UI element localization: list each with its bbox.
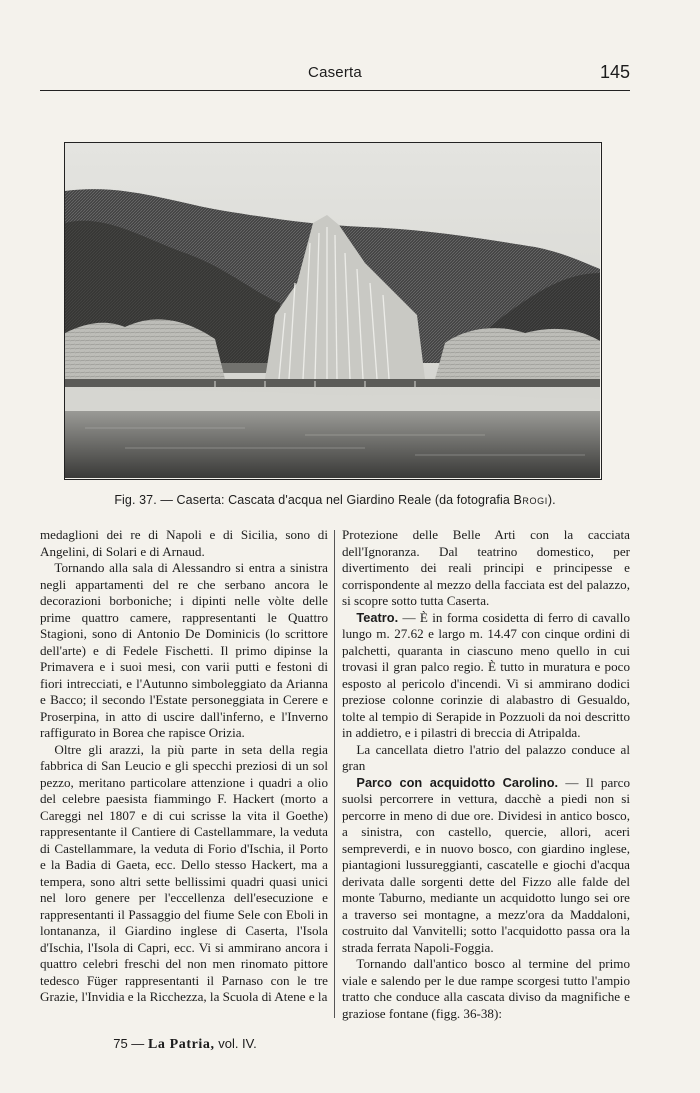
paragraph: Tornando alla sala di Alessandro si entra a sinistra negli appartamenti del re che serbano ancora le decorazioni borboniche; i dipinti nelle vòlte delle prime quattro camere, rappresentanti le Quattro Stagioni, sono di Antonio De Dominicis (lo scrittore dell'arte) e di Fedele Fischetti. Il primo dipinse la Primavera e i suoi mesi, con varii putti e festoni di fiori intrecciati, e l'Autunno simboleggiato da Arianna e Bacco; il secondo l'Estate personeggiata in Cerere e Proserpina, in atto di uscire dall'inferno, e l'Inverno raffigurato in Borea che rapisce Orizia. <box>40 560 328 740</box>
page-number: 145 <box>599 62 630 82</box>
paragraph: medaglioni dei re di Napoli e di Sicilia, sono di Angelini, di Solari e di Arnaud. <box>40 527 328 559</box>
left-column <box>40 527 328 1006</box>
paragraph-text: — Il parco suolsi percorrere in vettura, dacchè a piedi non si percorre in meno di due ore. Dividesi in antico bosco, a sinistra, con castello, quercie, allori, aceri sempreverdi, e in nuovo bosco, con giardino inglese, piantagioni lussureggianti, cascatelle e giochi d'acqua derivata dalle sorgenti dette del Fizzo alle falde del monte Taburno, mediante un acquidotto lungo sei ore a traverso sei montagne, a mezz'ora da Maddaloni, costruito dal Vanvitelli; sotto l'acquidotto passa ora la strada ferrata Napoli-Foggia. <box>342 774 630 955</box>
paragraph-parco <box>342 775 630 957</box>
figure-caption <box>40 493 630 507</box>
footer-volume: vol. IV. <box>218 1036 257 1051</box>
basin-railing <box>65 379 600 387</box>
section-heading-teatro: Teatro. <box>356 609 399 625</box>
caption-text: Fig. 37. — Caserta: Cascata d'acqua nel Giardino Reale (da fotografia <box>114 493 510 507</box>
paragraph: Oltre gli arazzi, la più parte in seta della regia fabbrica di San Leucio e gli specchi preziosi di un sol pezzo, meritano particolare attenzione i quadri a olio del celebre paesista fiammingo F. Hackert (morto a Careggi nel 1807 e di cui scrisse la vita il Goethe) rappresentante il Cantiere di Castellammare, la veduta di Castellammare, la veduta di Forio d'Ischia, il Porto e la Badia di Gaeta, ecc. Dello stesso Hackert, ma a tempera, sono altri sette bellissimi quadri quasi unici nel loro genere per l'eccellenza dell'esecuzione e rappresentanti il Passaggio del fiume Sele con Eboli in lontananza, il Giardino inglese di Caserta, l'Isola d'Ischia, l'Isola di Capri, ecc. Vi si ammirano ancora i quattro celebri freschi del non men rinomato pittore tedesco Füger rappresentanti il Parnaso con le tre Grazie, l'Invidia e la Ricchezza, la Scuola di Atene e la <box>40 741 328 1004</box>
page-footer <box>40 1036 330 1053</box>
paragraph: Tornando dall'antico bosco al termine del primo viale e salendo per le due rampe scorgesi tutto l'ampio tratto che conduce alla cascata diviso da magnifiche e graziose fontane (figg. 36-38): <box>342 956 630 1021</box>
caption-credit: Brogi <box>513 493 548 507</box>
footer-signature: 75 — <box>113 1036 145 1051</box>
paragraph-teatro <box>342 610 630 742</box>
page-header <box>40 62 630 91</box>
section-heading-parco: Parco con acquidotto Carolino. <box>356 774 559 790</box>
paragraph: Protezione delle Belle Arti con la cacciata dell'Ignoranza. Dal teatrino domestico, per divertimento dei reali principi e principesse e corrispondente al mezzo della facciata est del palazzo, si scopre sotto tutta Caserta. <box>342 527 630 608</box>
paragraph: La cancellata dietro l'atrio del palazzo conduce al gran <box>342 741 630 773</box>
column-divider <box>334 530 335 1018</box>
paragraph-text: — È in forma cosidetta di ferro di cavallo lungo m. 27.62 e largo m. 14.47 con cinque ordini di palchetti, quaranta in ciascuno meno quello in cui trovasi il gran palco regio. È tutto in muratura e poco esposto al pericolo d'incendi. Vi si ammirano dodici preziose colonne corinzie di alabastro di Gesualdo, tolte al tempio di Serapide in Pozzuoli da noi descritto in addietro, e i pilastri di breccia di Atripalda. <box>342 609 630 740</box>
engraving-illustration <box>65 143 600 478</box>
sculpture-group-right <box>435 328 600 379</box>
basin-water <box>65 411 600 478</box>
right-column <box>342 527 630 1022</box>
footer-publication-title: La Patria, <box>147 1037 215 1052</box>
caption-end: ). <box>547 493 556 507</box>
running-title: Caserta <box>308 64 362 81</box>
figure-photo-cascade <box>64 142 602 480</box>
